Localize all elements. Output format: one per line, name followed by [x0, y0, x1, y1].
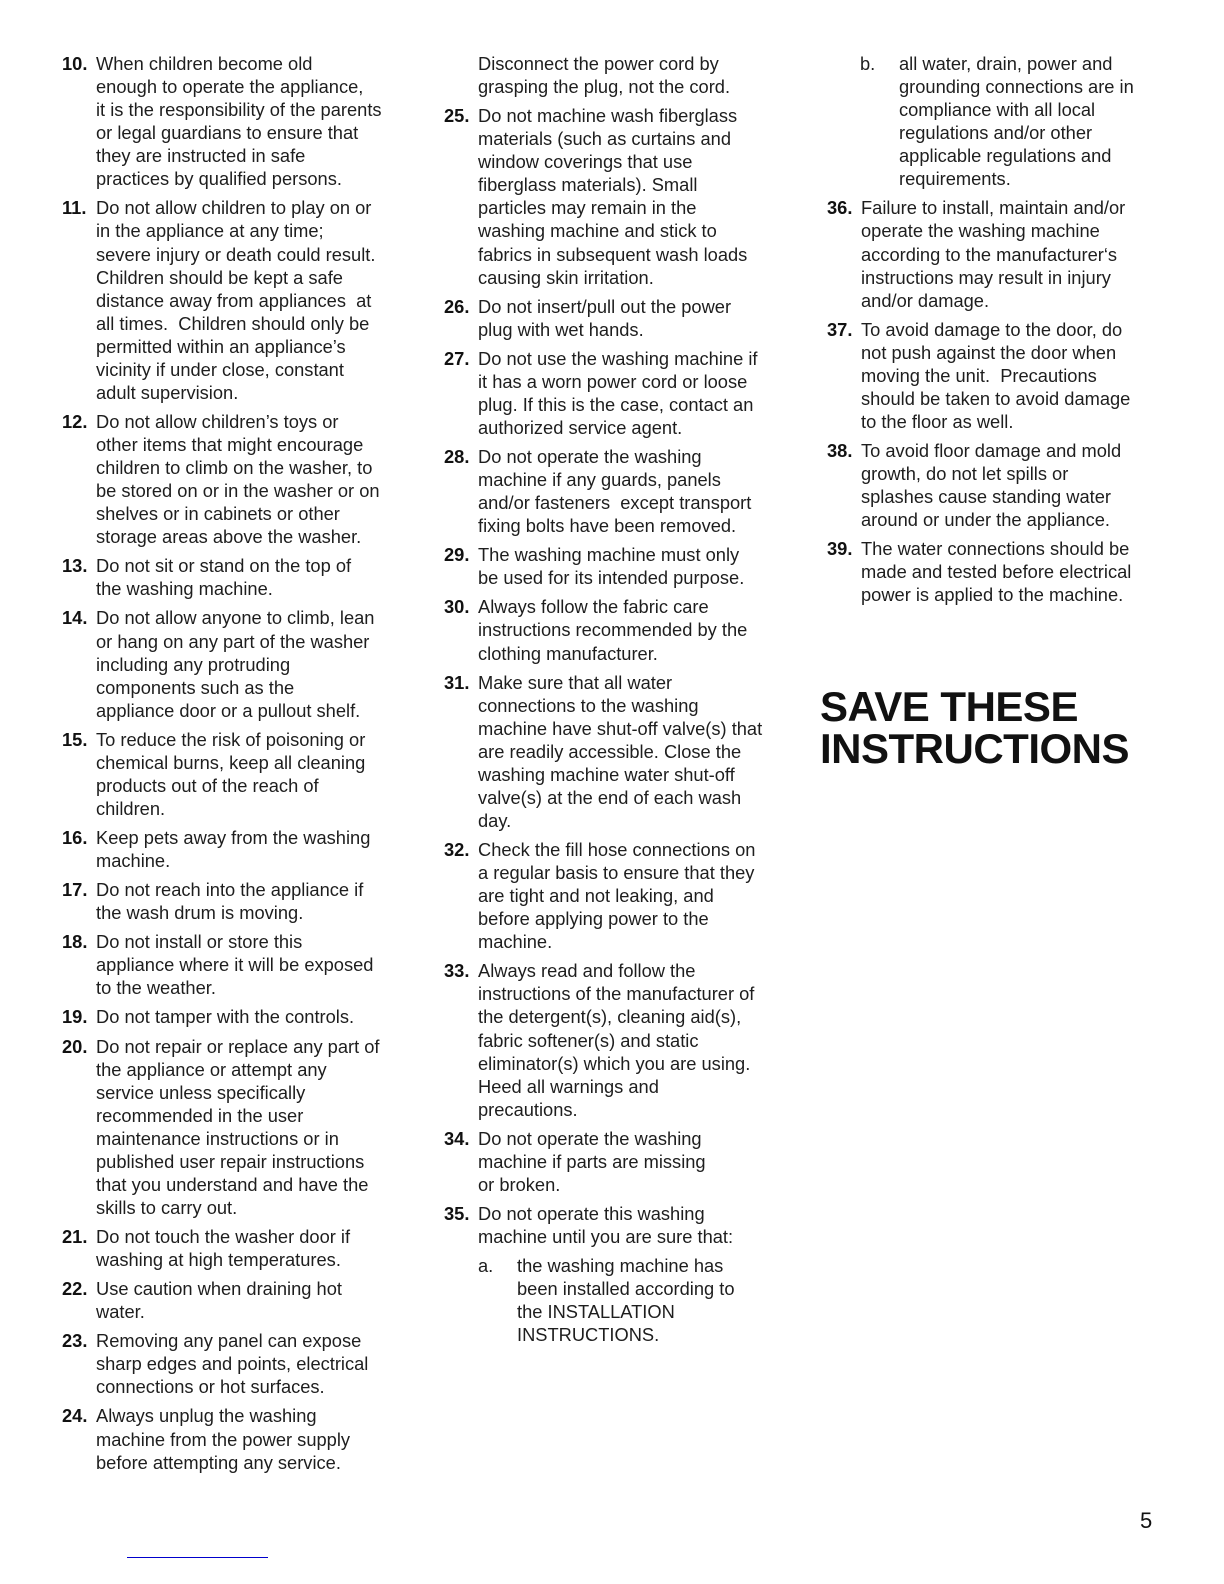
list-item: [444, 1127, 762, 1196]
item-text: Always unplug the washing machine from the power supply before attempting any service.: [96, 1405, 351, 1473]
list-item: [62, 930, 382, 999]
item-number: 36.: [827, 197, 853, 219]
item-number: 11.: [62, 197, 87, 219]
item-text: Do not touch the washer door if washing at high temperatures.: [96, 1226, 351, 1271]
item-text: To avoid floor damage and mold growth, do not let spills or splashes cause standing water around or under the appliance.: [861, 440, 1122, 531]
page-number: 5: [1140, 1508, 1153, 1533]
item-number: 39.: [827, 538, 853, 560]
item-text: To avoid damage to the door, do not push against the door when moving the unit. Precautions should be taken to avoid damage to the floor as well.: [861, 318, 1131, 432]
item-text: Always follow the fabric care instructions recommended by the clothing manufacturer.: [478, 596, 748, 664]
item-text: Do not operate the washing machine if parts are missing or broken.: [478, 1127, 706, 1195]
column-2: [444, 52, 762, 1352]
list-item: [444, 104, 762, 289]
list-item: [62, 1404, 382, 1473]
list-item: [444, 838, 762, 953]
item-number: 17.: [62, 879, 88, 901]
item-text: Do not machine wash fiberglass materials (such as curtains and window coverings that use fiberglass materials). Small particles may remain in the washing machine and stick to fabrics in subsequent wash loads causing skin irritation.: [478, 105, 748, 288]
sub-item-letter: a.: [478, 1255, 494, 1277]
sub-item-text: all water, drain, power and grounding connections are in compliance with all local regulations and/or other applicable regulations and requirements.: [899, 53, 1134, 190]
item-text: Keep pets away from the washing machine.: [96, 827, 371, 872]
item-number: 19.: [62, 1006, 88, 1028]
item-number: 38.: [827, 440, 853, 461]
item-number: 12.: [62, 410, 88, 432]
list-item: [62, 606, 382, 721]
footer-rule: [127, 1557, 268, 1558]
item-text: Make sure that all water connections to the washing machine have shut-off valve(s) that are readily accessible. Close the washing machine water shut-off valve(s) at the end of each wash day.: [478, 671, 763, 831]
item-text: Do not install or store this appliance where it will be exposed to the weather.: [96, 931, 374, 999]
list-item: [62, 878, 382, 924]
item-text: Always read and follow the instructions of the manufacturer of the detergent(s), cleaning aid(s), fabric softener(s) and static eliminator(s) which you are using. Heed all warnings and precautions.: [478, 960, 755, 1120]
item-text: Do not use the washing machine if it has a worn power cord or loose plug. If this is the case, contact an authorized service agent.: [478, 347, 758, 438]
list-item: [444, 295, 762, 341]
item-number: 32.: [444, 839, 470, 860]
item-number: 18.: [62, 931, 88, 953]
item-text: Removing any panel can expose sharp edges and points, electrical connections or hot surfaces.: [96, 1330, 369, 1398]
item-number: 31.: [444, 671, 470, 693]
item-number: 22.: [62, 1278, 88, 1300]
list-item: [827, 537, 1134, 606]
item-number: 26.: [444, 295, 470, 317]
sub-item-text: the washing machine has been installed according to the INSTALLATION INSTRUCTIONS.: [517, 1255, 735, 1346]
item-text: Do not allow children’s toys or other items that might encourage children to climb on the washer, to be stored on or in the washer or on shelves or in cabinets or other storage areas above the washer.: [96, 410, 380, 548]
item-number: 25.: [444, 105, 470, 127]
list-item: [62, 1277, 382, 1323]
sub-item-letter: b.: [860, 53, 876, 74]
list-item: [62, 1035, 382, 1220]
item-text: Do not reach into the appliance if the wash drum is moving.: [96, 879, 364, 924]
list-item: [62, 1005, 382, 1028]
item-number: 13.: [62, 555, 88, 577]
list-item: [827, 318, 1134, 433]
list-item: [62, 1329, 382, 1398]
item-text: Check the fill hose connections on a regular basis to ensure that they are tight and not leaking, and before applying power to the machine.: [478, 839, 756, 953]
save-instructions-heading: SAVE THESE INSTRUCTIONS: [820, 683, 1129, 772]
item-number: 10.: [62, 53, 88, 74]
item-number: 33.: [444, 960, 470, 982]
item-text: Do not allow anyone to climb, lean or hang on any part of the washer including any protruding components such as the appliance door or a pullout shelf.: [96, 607, 375, 721]
list-item: [827, 196, 1134, 311]
item-number: 29.: [444, 544, 470, 566]
list-item: [444, 959, 762, 1120]
item-number: 30.: [444, 596, 470, 618]
item-number: 23.: [62, 1330, 88, 1352]
item-text: Do not tamper with the controls.: [96, 1006, 355, 1028]
list-item: [827, 439, 1134, 531]
list-item: [444, 543, 762, 589]
item-text: Use caution when draining hot water.: [96, 1278, 342, 1323]
item-number: 21.: [62, 1226, 88, 1247]
column-1: [62, 52, 382, 1480]
sub-item-b: [860, 52, 1134, 190]
item-text: The water connections should be made and tested before electrical power is applied to the machine.: [861, 538, 1132, 606]
list-item: [444, 347, 762, 439]
item-text: When children become old enough to operate the appliance, it is the responsibility of the parents or legal guardians to ensure that they are instructed in safe practices by qualified persons.: [96, 53, 382, 190]
list-item: [62, 196, 382, 404]
list-item: [62, 410, 382, 548]
list-item: [444, 445, 762, 537]
item-text: Do not insert/pull out the power plug with wet hands.: [478, 295, 732, 340]
item-number: 24.: [62, 1405, 88, 1427]
item-text: Do not allow children to play on or in the appliance at any time; severe injury or death could result. Children should be kept a safe distance away from appliances at all times. Children should only be permitted within an appliance’s vicinity if under close, constant adult supervision.: [96, 197, 376, 403]
list-item: [62, 1225, 382, 1271]
list-item: [62, 826, 382, 872]
item-number: 15.: [62, 728, 88, 750]
item-number: 35.: [444, 1202, 470, 1224]
continuation-text: Disconnect the power cord by grasping the plug, not the cord.: [478, 53, 731, 98]
item-text: Do not repair or replace any part of the appliance or attempt any service unless specifically recommended in the user maintenance instructions or in published user repair instructions that you understand and have the skills to carry out.: [96, 1035, 380, 1218]
item-text: Failure to install, maintain and/or operate the washing machine according to the manufacturer‘s instructions may result in injury and/or damage.: [861, 197, 1126, 311]
item-number: 28.: [444, 446, 470, 467]
item-number: 37.: [827, 318, 853, 340]
item-text: To reduce the risk of poisoning or chemical burns, keep all cleaning products out of the reach of children.: [96, 728, 366, 819]
sub-item-a: [478, 1254, 762, 1346]
item-number: 16.: [62, 827, 88, 848]
item-text: Do not operate the washing machine if any guards, panels and/or fasteners except transport fixing bolts have been removed.: [478, 446, 752, 537]
item-text: The washing machine must only be used for its intended purpose.: [478, 544, 745, 589]
item-number: 27.: [444, 347, 470, 369]
list-item: [444, 595, 762, 664]
item-number: 14.: [62, 607, 88, 629]
column-3: [827, 52, 1134, 612]
list-item: [62, 554, 382, 600]
list-item: [62, 728, 382, 820]
list-item: [62, 52, 382, 190]
item-number: 34.: [444, 1127, 470, 1149]
item-number: 20.: [62, 1035, 88, 1057]
item-text: Do not operate this washing machine until you are sure that:: [478, 1202, 734, 1247]
list-item: [444, 1202, 762, 1248]
list-item: [444, 671, 762, 832]
item-text: Do not sit or stand on the top of the washing machine.: [96, 555, 352, 600]
